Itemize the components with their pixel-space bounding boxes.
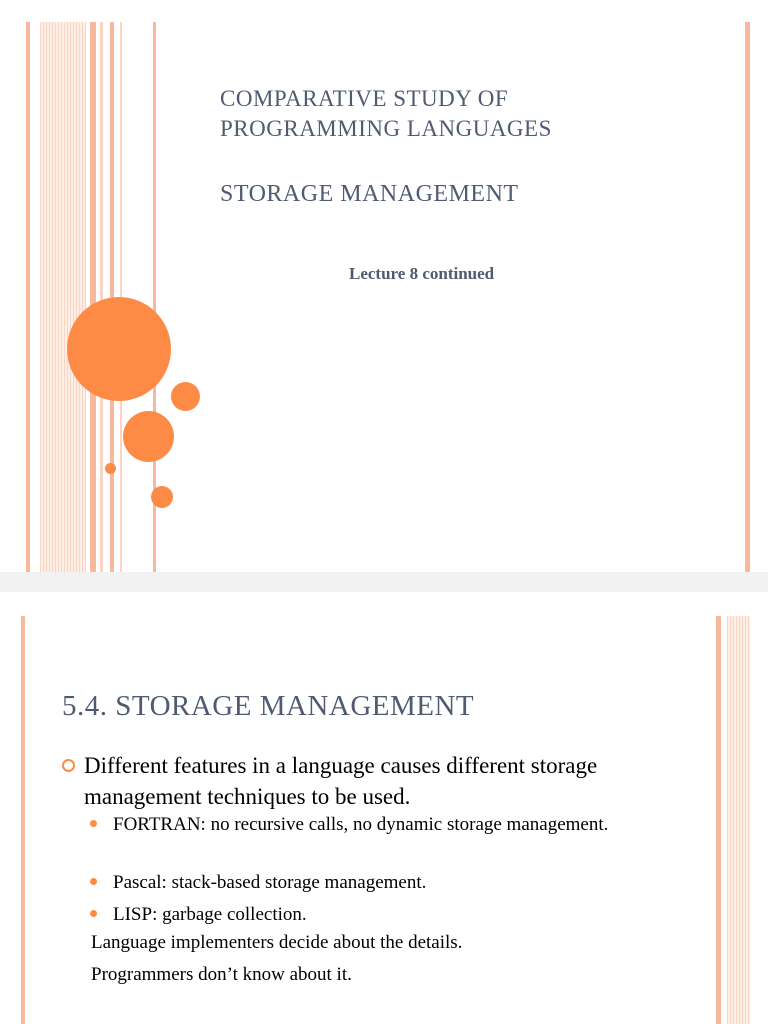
plain-text-line: Programmers don’t know about it. bbox=[91, 964, 352, 985]
content-slide bbox=[0, 592, 768, 1024]
plain-text-line: Language implementers decide about the details. bbox=[91, 932, 463, 953]
decorative-circle-large bbox=[67, 297, 171, 401]
decorative-stripe bbox=[100, 22, 103, 572]
decorative-circle-medium bbox=[123, 411, 174, 462]
slide-title: 5.4. STORAGE MANAGEMENT bbox=[62, 690, 475, 722]
slide-title-line-1: COMPARATIVE STUDY OF bbox=[220, 86, 509, 111]
slide-subtitle: Lecture 8 continued bbox=[349, 264, 495, 283]
dot-bullet-icon bbox=[90, 910, 97, 917]
sub-bullet-text: LISP: garbage collection. bbox=[113, 904, 307, 925]
main-bullet bbox=[62, 750, 662, 812]
sub-bullet-text: FORTRAN: no recursive calls, no dynamic storage management. bbox=[113, 814, 609, 835]
decorative-stripe bbox=[26, 22, 30, 572]
decorative-stripe-left bbox=[21, 616, 25, 1024]
decorative-stripe-right bbox=[745, 22, 750, 572]
sub-bullet-item bbox=[90, 902, 650, 928]
decorative-stripe-band bbox=[727, 616, 750, 1024]
sub-bullet-text: Pascal: stack-based storage management. bbox=[113, 872, 427, 893]
decorative-circle-tiny bbox=[105, 463, 116, 474]
main-bullet-text: Different features in a language causes different storage management techniques to be used. bbox=[84, 753, 598, 809]
slide-title-line-2: PROGRAMMING LANGUAGES bbox=[220, 116, 552, 141]
slide-title-line-3: STORAGE MANAGEMENT bbox=[220, 181, 519, 207]
decorative-stripe bbox=[90, 22, 96, 572]
decorative-stripe-band bbox=[40, 22, 86, 572]
dot-bullet-icon bbox=[90, 878, 97, 885]
decorative-circle-small bbox=[171, 382, 200, 411]
slide-separator bbox=[0, 572, 768, 592]
dot-bullet-icon bbox=[90, 820, 97, 827]
decorative-stripe bbox=[716, 616, 721, 1024]
decorative-circle-small bbox=[151, 486, 173, 508]
ring-bullet-icon bbox=[62, 759, 75, 772]
sub-bullet-item bbox=[90, 870, 650, 896]
sub-bullet-item bbox=[90, 812, 650, 838]
